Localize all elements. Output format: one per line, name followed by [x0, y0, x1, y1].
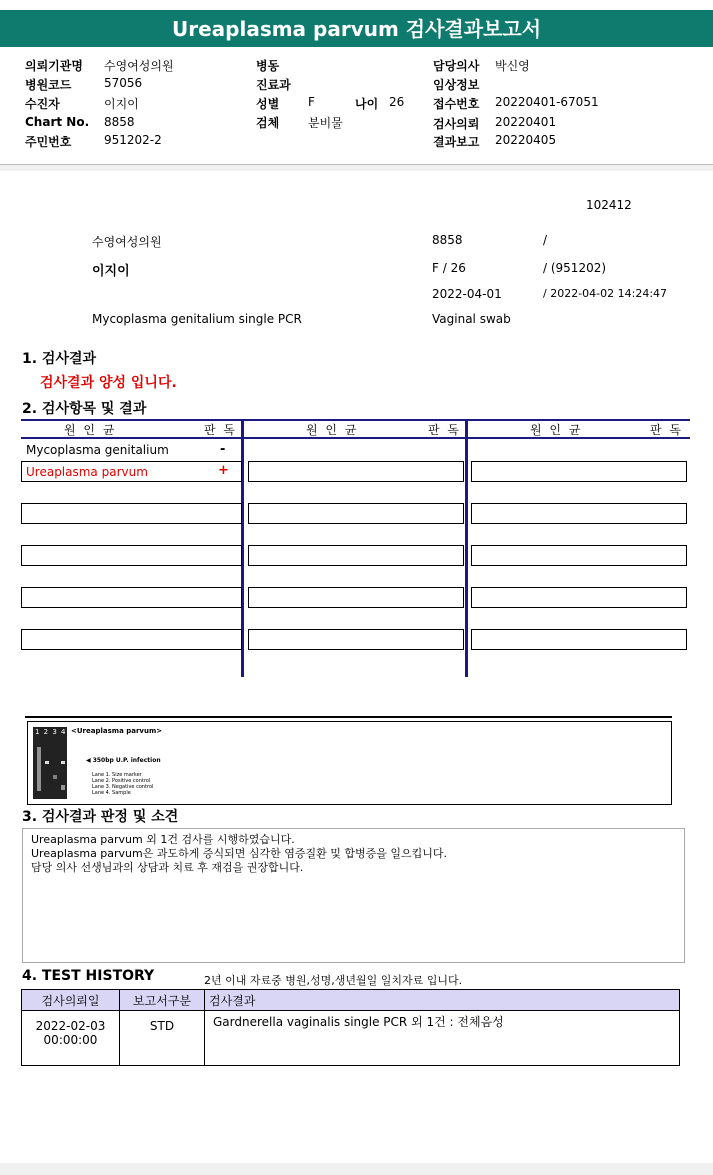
- patient-label: 수진자: [25, 97, 60, 111]
- age-label: 나이: [355, 97, 379, 111]
- footer-band: [0, 1163, 713, 1175]
- header-band: [0, 165, 713, 171]
- gel-marker-label: ◀ 350bp U.P. infection: [86, 757, 161, 764]
- col-pathogen-3: 원 인 균: [530, 423, 583, 437]
- table-cell-box: [21, 629, 242, 650]
- chart-value: 8858: [104, 115, 135, 129]
- gel-top-rule: [25, 716, 672, 718]
- specimen-value: 분비물: [308, 116, 343, 130]
- info-hospital: 수영여성의원: [92, 235, 162, 249]
- section2-heading: 2. 검사항목 및 결과: [22, 401, 147, 417]
- code-label: 병원코드: [25, 78, 72, 92]
- info-date: 2022-04-01: [432, 287, 502, 301]
- request-label: 검사의뢰: [433, 117, 480, 131]
- row-ureaplasma-result: +: [218, 463, 229, 478]
- history-type: STD: [120, 1011, 205, 1066]
- receipt-value: 20220401-67051: [495, 95, 599, 109]
- table-cell-box: [471, 545, 687, 566]
- section3-heading: 3. 검사결과 판정 및 소견: [22, 809, 179, 825]
- report-number: 102412: [586, 198, 632, 212]
- info-report-datetime: / 2022-04-02 14:24:47: [543, 287, 668, 300]
- row-mycoplasma-name: Mycoplasma genitalium: [26, 443, 169, 457]
- info-patient: 이지이: [92, 264, 130, 279]
- chart-label: Chart No.: [25, 115, 90, 129]
- findings-box: [22, 828, 685, 963]
- request-value: 20220401: [495, 115, 557, 129]
- specimen-label: 검체: [256, 116, 280, 130]
- table-cell-box: [471, 587, 687, 608]
- table-cell-box: [471, 503, 687, 524]
- history-result: Gardnerella vaginalis single PCR 외 1건 : 전체음성: [205, 1011, 680, 1066]
- sex-label: 성별: [256, 97, 280, 111]
- table-cell-box: [248, 587, 464, 608]
- gel-legend-2: Lane 2. Positive control: [92, 778, 151, 784]
- receipt-label: 접수번호: [433, 97, 480, 111]
- col-pathogen-2: 원 인 균: [306, 423, 359, 437]
- age-value: 26: [389, 95, 405, 109]
- info-chart: 8858: [432, 233, 463, 247]
- col-judge-3: 판 독: [650, 423, 683, 437]
- column-divider-2: [465, 419, 468, 677]
- history-time: 00:00:00: [43, 1033, 98, 1047]
- col-judge-1: 판 독: [204, 423, 237, 437]
- history-col-date: 검사의뢰일: [22, 990, 120, 1011]
- history-col-result: 검사결과: [205, 990, 680, 1011]
- id-value: 951202-2: [104, 133, 162, 147]
- hospital-label: 의뢰기관명: [25, 59, 83, 73]
- gel-legend-4: Lane 4. Sample: [92, 790, 131, 796]
- history-col-type: 보고서구분: [120, 990, 205, 1011]
- patient-value: 이지이: [104, 97, 139, 111]
- section4-heading: 4. TEST HISTORY: [22, 968, 155, 984]
- row-mycoplasma-result: -: [220, 442, 226, 457]
- gel-lane-numbers: 1 2 3 4: [35, 728, 67, 736]
- history-note: 2년 이내 자료중 병원,성명,생년월일 일치자료 입니다.: [204, 974, 463, 987]
- table-cell-box: [248, 545, 464, 566]
- report-label: 결과보고: [433, 135, 480, 149]
- col-judge-2: 판 독: [428, 423, 461, 437]
- clinical-label: 임상정보: [433, 78, 480, 92]
- row-ureaplasma-name: Ureaplasma parvum: [26, 465, 148, 479]
- info-birth: / (951202): [543, 261, 607, 275]
- result-summary: 검사결과 양성 입니다.: [40, 375, 177, 391]
- gel-title: <Ureaplasma parvum>: [71, 727, 163, 735]
- table-cell-box: [248, 461, 464, 482]
- col-pathogen-1: 원 인 균: [64, 423, 117, 437]
- report-value: 20220405: [495, 133, 557, 147]
- section1-heading: 1. 검사결과: [22, 351, 97, 367]
- doctor-label: 담당의사: [433, 59, 480, 73]
- ward-label: 병동: [256, 59, 280, 73]
- history-row: [22, 1011, 680, 1066]
- dept-label: 진료과: [256, 78, 291, 92]
- finding-line-2: Ureaplasma parvum은 과도하게 증식되면 심각한 염증질환 및 합병증을 일으킵니다.: [31, 847, 447, 860]
- info-sex-age: F / 26: [432, 261, 466, 275]
- history-table: [21, 989, 680, 1066]
- hospital-value: 수영여성의원: [104, 59, 174, 73]
- gel-legend-1: Lane 1. Size marker: [92, 772, 142, 778]
- table-cell-box: [248, 503, 464, 524]
- table-cell-box: [21, 545, 242, 566]
- info-specimen: Vaginal swab: [432, 312, 511, 326]
- table-cell-box: [471, 629, 687, 650]
- gel-image: [33, 727, 67, 799]
- doctor-value: 박신영: [495, 59, 530, 73]
- table-cell-box: [248, 629, 464, 650]
- info-slash: /: [543, 233, 548, 247]
- history-date: 2022-02-03: [35, 1019, 106, 1033]
- id-label: 주민번호: [25, 135, 72, 149]
- code-value: 57056: [104, 76, 143, 90]
- sex-value: F: [308, 95, 315, 109]
- table-cell-box: [21, 587, 242, 608]
- gel-legend-3: Lane 3. Negative control: [92, 784, 154, 790]
- finding-line-1: Ureaplasma parvum 외 1건 검사를 시행하였습니다.: [31, 833, 295, 846]
- table-cell-box: [471, 461, 687, 482]
- report-title: Ureaplasma parvum 검사결과보고서: [0, 10, 713, 47]
- table-cell-box: [21, 503, 242, 524]
- info-test: Mycoplasma genitalium single PCR: [92, 312, 302, 326]
- finding-line-3: 담당 의사 선생님과의 상담과 치료 후 재검을 권장합니다.: [31, 861, 304, 874]
